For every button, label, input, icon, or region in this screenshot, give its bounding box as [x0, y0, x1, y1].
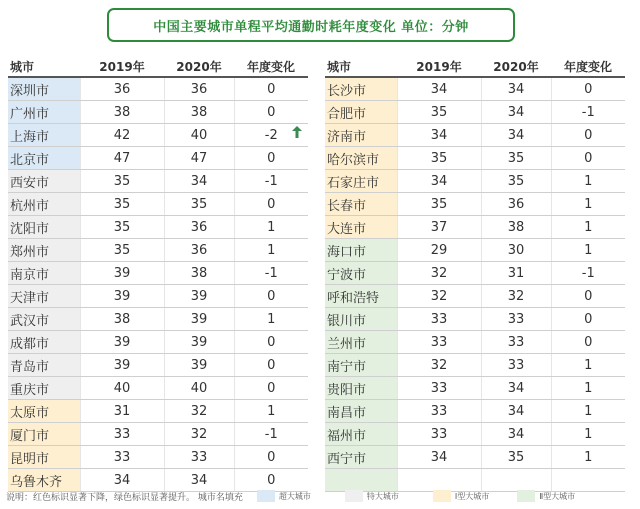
- city-cell: 长春市: [325, 193, 397, 216]
- header-2020: 2020年: [164, 56, 234, 77]
- change-cell: 1: [551, 193, 625, 216]
- change-cell: 1: [551, 239, 625, 262]
- value-2019-cell: 35: [80, 239, 164, 262]
- change-cell: 0: [234, 147, 308, 170]
- change-cell: 1: [551, 354, 625, 377]
- table-row: [325, 423, 625, 446]
- value-2019-cell: 37: [397, 216, 481, 239]
- value-2019-cell: 39: [80, 262, 164, 285]
- city-cell: 南宁市: [325, 354, 397, 377]
- value-2020-cell: 35: [481, 446, 551, 469]
- header-change: 年度变化: [234, 56, 308, 77]
- change-cell: 1: [551, 446, 625, 469]
- value-2019-cell: 39: [80, 331, 164, 354]
- value-2019-cell: 39: [80, 285, 164, 308]
- value-2020-cell: 34: [481, 400, 551, 423]
- value-2020-cell: 40: [164, 377, 234, 400]
- table-row: [8, 285, 308, 308]
- right-table: [325, 56, 625, 492]
- change-cell: 0: [234, 193, 308, 216]
- city-cell: 西宁市: [325, 446, 397, 469]
- value-2019-cell: 38: [80, 308, 164, 331]
- city-cell: 成都市: [8, 331, 80, 354]
- value-2019-cell: 35: [397, 147, 481, 170]
- change-cell: 1: [234, 216, 308, 239]
- value-2020-cell: 38: [164, 101, 234, 124]
- change-cell: 0: [234, 331, 308, 354]
- value-2019-cell: 42: [80, 124, 164, 147]
- value-2020-cell: 34: [164, 469, 234, 492]
- value-2020-cell: 39: [164, 285, 234, 308]
- value-2020-cell: 32: [481, 285, 551, 308]
- value-2019-cell: 33: [397, 308, 481, 331]
- legend-label-special: 特大城市: [366, 491, 399, 501]
- value-2019-cell: 38: [80, 101, 164, 124]
- up-arrow-icon: [292, 126, 302, 138]
- city-cell: 郑州市: [8, 239, 80, 262]
- city-cell: 福州市: [325, 423, 397, 446]
- change-cell: 0: [234, 101, 308, 124]
- value-2020-cell: 36: [164, 239, 234, 262]
- city-cell: 杭州市: [8, 193, 80, 216]
- value-2020-cell: 38: [481, 216, 551, 239]
- header-city: 城市: [325, 56, 397, 77]
- city-cell: 合肥市: [325, 101, 397, 124]
- legend-swatch-type2: [517, 490, 535, 502]
- value-2019-cell: 33: [397, 377, 481, 400]
- table-row: [8, 101, 308, 124]
- change-cell: 1: [234, 239, 308, 262]
- table-row: [325, 147, 625, 170]
- value-2020-cell: 34: [481, 124, 551, 147]
- table-row: [8, 170, 308, 193]
- change-cell: 0: [234, 77, 308, 101]
- city-cell: 石家庄市: [325, 170, 397, 193]
- value-2019-cell: 33: [397, 331, 481, 354]
- value-2020-cell: 34: [481, 423, 551, 446]
- value-2020-cell: 34: [481, 101, 551, 124]
- table-row: [8, 423, 308, 446]
- value-2019-cell: 39: [80, 354, 164, 377]
- value-2019-cell: 34: [397, 446, 481, 469]
- legend: [6, 489, 636, 503]
- header-2020: 2020年: [481, 56, 551, 77]
- city-cell: 厦门市: [8, 423, 80, 446]
- page-title: 中国主要城市单程平均通勤时耗年度变化 单位：分钟: [107, 8, 515, 42]
- value-2019-cell: 29: [397, 239, 481, 262]
- change-cell: 0: [551, 331, 625, 354]
- table-row: [8, 354, 308, 377]
- table-row: [325, 77, 625, 101]
- table-row: [8, 193, 308, 216]
- value-2020-cell: 30: [481, 239, 551, 262]
- table-row: [325, 216, 625, 239]
- value-2019-cell: 35: [80, 216, 164, 239]
- city-cell: 哈尔滨市: [325, 147, 397, 170]
- city-cell: 银川市: [325, 308, 397, 331]
- city-cell: 南昌市: [325, 400, 397, 423]
- value-2020-cell: 47: [164, 147, 234, 170]
- left-table: [8, 56, 308, 492]
- value-2019-cell: 33: [80, 446, 164, 469]
- city-cell: 大连市: [325, 216, 397, 239]
- city-cell: 济南市: [325, 124, 397, 147]
- table-header-row: [325, 56, 625, 77]
- change-cell: 0: [234, 354, 308, 377]
- value-2019-cell: 35: [397, 101, 481, 124]
- value-2019-cell: 32: [397, 354, 481, 377]
- city-cell: 上海市: [8, 124, 80, 147]
- change-cell: 1: [551, 400, 625, 423]
- value-2020-cell: 36: [164, 77, 234, 101]
- value-2020-cell: 38: [164, 262, 234, 285]
- change-cell: -1: [551, 262, 625, 285]
- value-2020-cell: 33: [481, 331, 551, 354]
- table-row: [325, 193, 625, 216]
- change-cell: 0: [234, 446, 308, 469]
- table-row: [325, 101, 625, 124]
- value-2020-cell: 34: [164, 170, 234, 193]
- value-2019-cell: 34: [397, 77, 481, 101]
- value-2019-cell: 35: [80, 170, 164, 193]
- city-cell: 呼和浩特: [325, 285, 397, 308]
- value-2019-cell: 34: [397, 124, 481, 147]
- table-row: [8, 400, 308, 423]
- city-cell: 海口市: [325, 239, 397, 262]
- table-row: [8, 308, 308, 331]
- legend-note: 说明：红色标识显著下降，绿色标识显著提升。 城市名填充: [6, 492, 243, 503]
- city-cell: 武汉市: [8, 308, 80, 331]
- value-2020-cell: 39: [164, 354, 234, 377]
- header-change: 年度变化: [551, 56, 625, 77]
- value-2020-cell: 34: [481, 77, 551, 101]
- table-row: [8, 239, 308, 262]
- header-city: 城市: [8, 56, 80, 77]
- header-2019: 2019年: [80, 56, 164, 77]
- table-row: [8, 446, 308, 469]
- city-cell: 乌鲁木齐: [8, 469, 80, 492]
- table-row: [325, 308, 625, 331]
- table-row: [8, 262, 308, 285]
- change-cell: -1: [551, 101, 625, 124]
- change-cell: 1: [551, 216, 625, 239]
- value-2019-cell: 47: [80, 147, 164, 170]
- legend-swatch-special: [345, 490, 363, 502]
- table-row: [325, 354, 625, 377]
- value-2020-cell: 34: [481, 377, 551, 400]
- change-cell: 0: [551, 285, 625, 308]
- city-cell: 北京市: [8, 147, 80, 170]
- table-row: [8, 377, 308, 400]
- city-cell: 重庆市: [8, 377, 80, 400]
- city-cell: 长沙市: [325, 77, 397, 101]
- change-cell: 0: [551, 147, 625, 170]
- city-cell: 昆明市: [8, 446, 80, 469]
- change-cell: -1: [234, 423, 308, 446]
- value-2020-cell: 39: [164, 308, 234, 331]
- value-2019-cell: 35: [397, 193, 481, 216]
- change-cell: 0: [551, 308, 625, 331]
- value-2019-cell: 32: [397, 262, 481, 285]
- legend-swatch-super: [257, 490, 275, 502]
- value-2020-cell: 35: [164, 193, 234, 216]
- table-row: [325, 400, 625, 423]
- value-2020-cell: 33: [164, 446, 234, 469]
- city-cell: 太原市: [8, 400, 80, 423]
- table-row: [325, 377, 625, 400]
- value-2020-cell: 36: [164, 216, 234, 239]
- city-cell: 西安市: [8, 170, 80, 193]
- change-cell: 1: [551, 423, 625, 446]
- change-cell: 1: [234, 400, 308, 423]
- change-cell: 0: [551, 77, 625, 101]
- table-row: [325, 331, 625, 354]
- value-2020-cell: 39: [164, 331, 234, 354]
- value-2019-cell: 40: [80, 377, 164, 400]
- table-row: [325, 170, 625, 193]
- table-row: [8, 77, 308, 101]
- city-cell: 宁波市: [325, 262, 397, 285]
- city-cell: 贵阳市: [325, 377, 397, 400]
- value-2020-cell: 31: [481, 262, 551, 285]
- table-header-row: [8, 56, 308, 77]
- legend-label-super: 超大城市: [278, 491, 311, 501]
- value-2019-cell: 33: [397, 423, 481, 446]
- value-2020-cell: 32: [164, 400, 234, 423]
- change-cell: -1: [234, 262, 308, 285]
- change-cell: -2: [234, 124, 308, 147]
- table-row: [325, 239, 625, 262]
- table-row: [8, 147, 308, 170]
- value-2019-cell: 32: [397, 285, 481, 308]
- legend-label-type2: Ⅱ型大城市: [539, 491, 576, 501]
- value-2019-cell: 34: [397, 170, 481, 193]
- value-2020-cell: 33: [481, 308, 551, 331]
- change-cell: 0: [234, 285, 308, 308]
- value-2020-cell: 40: [164, 124, 234, 147]
- value-2019-cell: 35: [80, 193, 164, 216]
- value-2020-cell: 36: [481, 193, 551, 216]
- change-cell: -1: [234, 170, 308, 193]
- city-cell: 广州市: [8, 101, 80, 124]
- change-cell: 1: [234, 308, 308, 331]
- table-row: [8, 216, 308, 239]
- change-cell: 1: [551, 170, 625, 193]
- change-cell: 0: [234, 469, 308, 492]
- value-2020-cell: 35: [481, 147, 551, 170]
- header-2019: 2019年: [397, 56, 481, 77]
- value-2019-cell: 33: [80, 423, 164, 446]
- legend-label-type1: Ⅰ型大城市: [454, 491, 490, 501]
- table-row: [325, 124, 625, 147]
- city-cell: 兰州市: [325, 331, 397, 354]
- change-cell: 0: [551, 124, 625, 147]
- value-2019-cell: 34: [80, 469, 164, 492]
- table-row: [325, 262, 625, 285]
- city-cell: 南京市: [8, 262, 80, 285]
- city-cell: 深圳市: [8, 77, 80, 101]
- value-2020-cell: 32: [164, 423, 234, 446]
- legend-swatch-type1: [433, 490, 451, 502]
- city-cell: 青岛市: [8, 354, 80, 377]
- table-row: [8, 331, 308, 354]
- table-row: [325, 285, 625, 308]
- change-cell: 1: [551, 377, 625, 400]
- value-2019-cell: 33: [397, 400, 481, 423]
- city-cell: 沈阳市: [8, 216, 80, 239]
- table-row: [325, 446, 625, 469]
- value-2019-cell: 31: [80, 400, 164, 423]
- value-2019-cell: 36: [80, 77, 164, 101]
- city-cell: 天津市: [8, 285, 80, 308]
- value-2020-cell: 33: [481, 354, 551, 377]
- change-cell: 0: [234, 377, 308, 400]
- value-2020-cell: 35: [481, 170, 551, 193]
- table-row: [8, 124, 308, 147]
